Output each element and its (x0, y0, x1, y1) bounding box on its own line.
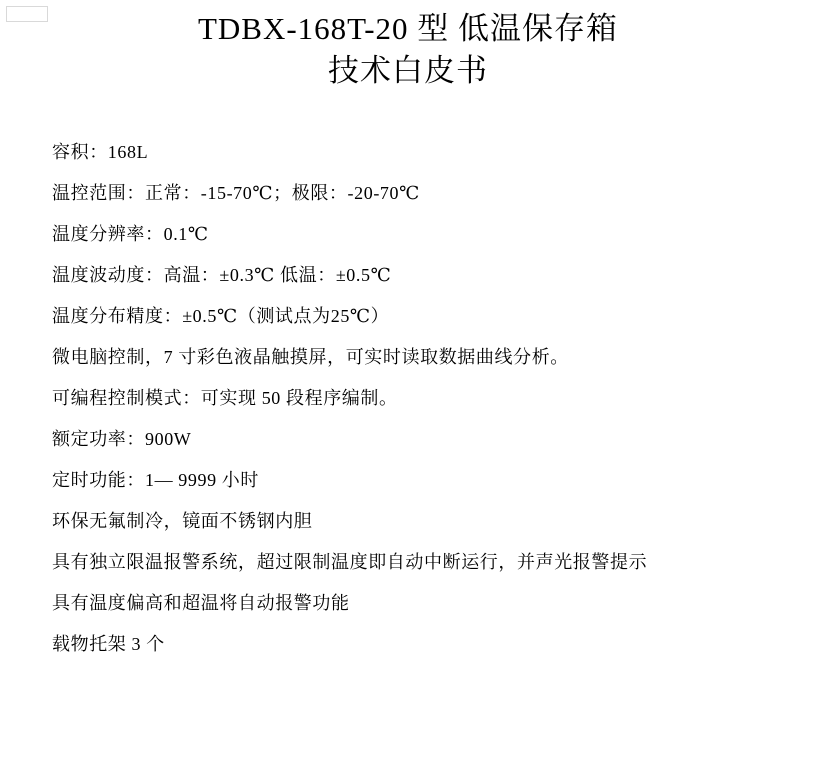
title-line-1: TDBX-168T-20 型 低温保存箱 (197, 11, 619, 46)
title-line-2: 技术白皮书 (328, 53, 488, 88)
specification-list (0, 132, 816, 665)
spec-line-alarm-system: 具有独立限温报警系统，超过限制温度即自动中断运行，并声光报警提示 (52, 552, 648, 572)
spec-line-rated-power: 额定功率：900W (52, 429, 192, 449)
spec-line-volume: 容积：168L (52, 142, 149, 162)
spec-line-temperature-uniformity: 温度分布精度：±0.5℃（测试点为25℃） (52, 306, 390, 326)
spec-line-timer: 定时功能：1— 9999 小时 (52, 470, 259, 490)
spec-line-temperature-range: 温控范围：正常：-15-70℃；极限：-20-70℃ (52, 183, 420, 203)
spec-line-temperature-resolution: 温度分辨率：0.1℃ (52, 224, 209, 244)
spec-line-over-temperature-alarm: 具有温度偏高和超温将自动报警功能 (52, 593, 350, 613)
spec-line-shelves: 载物托架 3 个 (52, 634, 165, 654)
page-corner-mark (6, 6, 48, 22)
spec-line-refrigerant: 环保无氟制冷，镜面不锈钢内胆 (52, 511, 313, 531)
spec-line-program-mode: 可编程控制模式：可实现 50 段程序编制。 (52, 388, 398, 408)
spec-line-temperature-fluctuation: 温度波动度：高温：±0.3℃ 低温：±0.5℃ (52, 265, 392, 285)
document-title (0, 0, 816, 92)
spec-line-controller: 微电脑控制，7 寸彩色液晶触摸屏，可实时读取数据曲线分析。 (52, 347, 569, 367)
